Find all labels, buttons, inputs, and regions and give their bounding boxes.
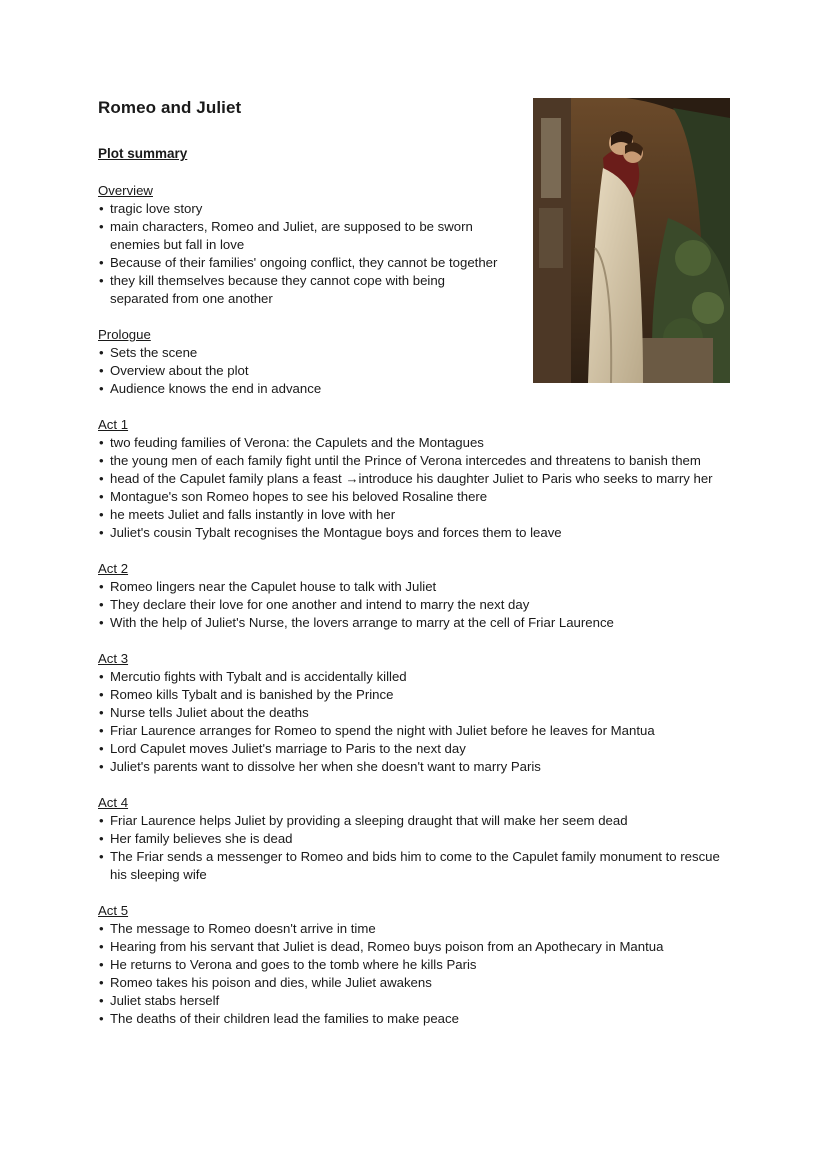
section-prologue: [98, 326, 738, 398]
list-item: • tragic love story: [98, 200, 502, 218]
list-item: • they kill themselves because they cannot cope with being separated from one another: [98, 272, 502, 308]
section-heading: Overview: [98, 183, 153, 198]
section-act-4: [98, 794, 738, 884]
list-item: • Overview about the plot: [98, 362, 502, 380]
section-act-1: [98, 416, 738, 542]
list-item: • Her family believes she is dead: [98, 830, 738, 848]
list-item: • Sets the scene: [98, 344, 502, 362]
section-heading: Act 4: [98, 795, 129, 810]
list-item: • head of the Capulet family plans a feast →introduce his daughter Juliet to Paris who seeks to marry her: [98, 470, 738, 488]
bullet-list: [98, 200, 738, 308]
list-item: • The Friar sends a messenger to Romeo and bids him to come to the Capulet family monument to rescue his sleeping wife: [98, 848, 738, 884]
plot-summary-content: [98, 182, 738, 1046]
list-item: • main characters, Romeo and Juliet, are supposed to be sworn enemies but fall in love: [98, 218, 502, 254]
list-item: • Because of their families' ongoing conflict, they cannot be together: [98, 254, 502, 272]
list-item: • Romeo takes his poison and dies, while Juliet awakens: [98, 974, 738, 992]
list-item: • Hearing from his servant that Juliet is dead, Romeo buys poison from an Apothecary in Mantua: [98, 938, 738, 956]
list-item: • Juliet's parents want to dissolve her when she doesn't want to marry Paris: [98, 758, 738, 776]
list-item: • Nurse tells Juliet about the deaths: [98, 704, 738, 722]
bullet-list: [98, 434, 738, 542]
list-item: • Mercutio fights with Tybalt and is accidentally killed: [98, 668, 738, 686]
section-act-2: [98, 560, 738, 632]
plot-summary-heading: Plot summary: [98, 146, 188, 161]
list-item: • They declare their love for one another and intend to marry the next day: [98, 596, 738, 614]
list-item: • the young men of each family fight until the Prince of Verona intercedes and threatens to banish them: [98, 452, 738, 470]
section-heading: Act 5: [98, 903, 129, 918]
bullet-list: [98, 578, 738, 632]
list-item: • Romeo lingers near the Capulet house to talk with Juliet: [98, 578, 738, 596]
list-item: • The message to Romeo doesn't arrive in time: [98, 920, 738, 938]
list-item: • two feuding families of Verona: the Capulets and the Montagues: [98, 434, 738, 452]
section-heading: Prologue: [98, 327, 151, 342]
bullet-list: [98, 920, 738, 1028]
list-item: • He returns to Verona and goes to the tomb where he kills Paris: [98, 956, 738, 974]
list-item: • Lord Capulet moves Juliet's marriage to Paris to the next day: [98, 740, 738, 758]
bullet-list: [98, 812, 738, 884]
list-item: • Audience knows the end in advance: [98, 380, 502, 398]
section-overview: [98, 182, 738, 308]
list-item: • Friar Laurence arranges for Romeo to spend the night with Juliet before he leaves for Mantua: [98, 722, 738, 740]
page-title: Romeo and Juliet: [98, 98, 242, 117]
section-heading: Act 3: [98, 651, 129, 666]
list-item: • Romeo kills Tybalt and is banished by the Prince: [98, 686, 738, 704]
list-item: • Juliet stabs herself: [98, 992, 738, 1010]
list-item: • Friar Laurence helps Juliet by providing a sleeping draught that will make her seem dead: [98, 812, 738, 830]
bullet-list: [98, 668, 738, 776]
list-item: • Montague's son Romeo hopes to see his beloved Rosaline there: [98, 488, 738, 506]
section-heading: Act 2: [98, 561, 129, 576]
bullet-list: [98, 344, 738, 398]
list-item: • he meets Juliet and falls instantly in love with her: [98, 506, 738, 524]
section-heading: Act 1: [98, 417, 129, 432]
list-item: • With the help of Juliet's Nurse, the lovers arrange to marry at the cell of Friar Laurence: [98, 614, 738, 632]
section-act-5: [98, 902, 738, 1028]
section-act-3: [98, 650, 738, 776]
list-item: • Juliet's cousin Tybalt recognises the Montague boys and forces them to leave: [98, 524, 738, 542]
list-item: • The deaths of their children lead the families to make peace: [98, 1010, 738, 1028]
